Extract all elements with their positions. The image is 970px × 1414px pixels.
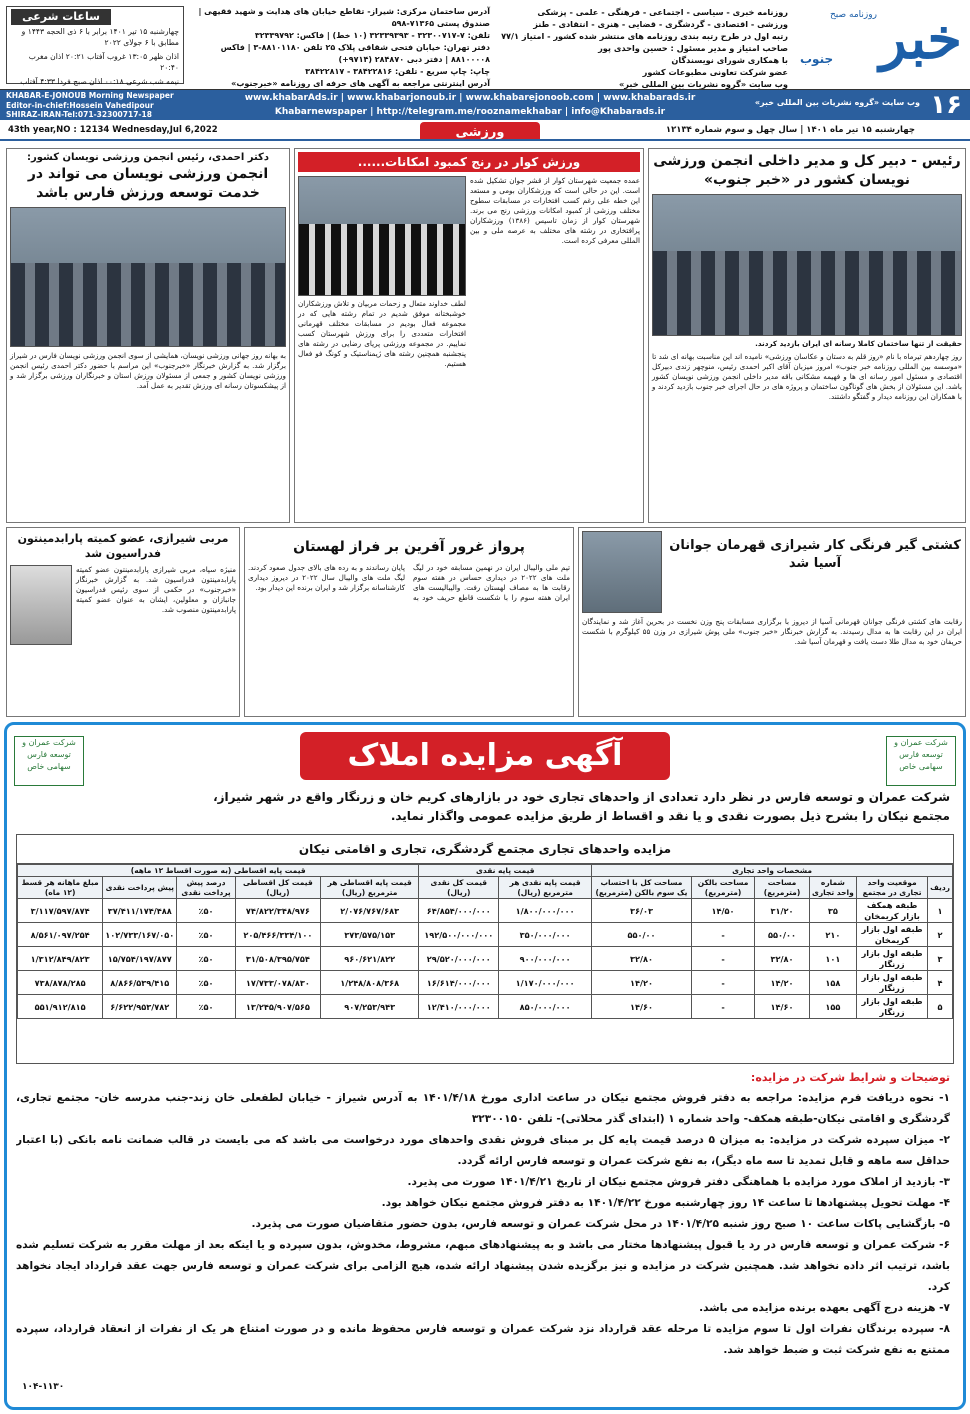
seal-sub: سهامی خاص (899, 762, 943, 771)
table-cell: طبقه اول بازار زرنگار (857, 971, 928, 995)
contact-line: دفتر تهران: خیابان فتحی شقاقی پلاک ۲۵ تلفن ۸۸۱۰۱۱۸۰-۳ | فاکس ۸۸۱۰۰۰۰۸ | دفتر دبی ۲۸۴۸۷۰ (۹۷۱۴+) (220, 43, 490, 64)
table-cell: ۷۳۸/۸۷۸/۲۸۵ (18, 971, 103, 995)
table-cell: ٪۵۰ (177, 971, 236, 995)
article-body: تیم ملی والیبال ایران در نهمین مسابقه خود در لیگ ملت های ۲۰۲۲ در دیداری حساس در هفته سوم رقابت ها به مصاف لهستان رفت. والیبالیست های ایران هفته سوم را با شکست قاطع حریف خود به پایان رساندند و به رده های بالای جدول صعود کردند. لیگ ملت های والیبال سال ۲۰۲۲ در دیروز دیداری کارشناسانه برگزار شد و ایران برنده این دیدار بود. (248, 563, 570, 602)
english-date: 43th year,NO : 12134 Wednesday,Jul 6,2022 (8, 125, 218, 135)
condition-item: ۱- نحوه دریافت فرم مزایده: مراجعه به دفتر فروش مجتمع نیکان در ساعت اداری مورخ ۱۴۰۱/۴/۱۸ به آدرس شیراز - خیابان لطفعلی خان زند-جنب مدرسه خان- مجتمع تجاری، گردشگری و اقامتی نیکان-طبقه همکف- واحد شماره ۱ (ابتدای گذر محلاتی)- تلفن ۳۲۳۰۰۱۵۰ (16, 1092, 950, 1125)
group-header: قیمت پایه نقدی (419, 865, 592, 877)
contact-line: تلفن: ۷-۳۲۳۰۰۷۱۷ - ۳۲۳۳۹۳۹۳ (۱۰ خط) | فاکس: ۳۲۳۳۹۷۹۲ (254, 31, 490, 40)
table-cell: ۴ (928, 971, 953, 995)
date-line: اذان ظهر ۱۳:۰۵ غروب آفتاب ۲۰:۲۱ اذان مغرب ۲۰:۴۰ (28, 52, 179, 72)
auction-table-box (16, 834, 954, 1064)
photo-caption: حقیقت از تنها ساختمان کاملا رسانه ای ایران بازدید کردند. (755, 339, 962, 348)
table-cell: ۱۴/۵۰ (691, 899, 755, 923)
desc-line: رتبه اول در طرح رتبه بندی روزنامه های منتشر شده کشور - امتیاز ۷۷/۱ (501, 31, 788, 41)
desc-line: صاحب امتیاز و مدیر مسئول : حسین واحدی پور (598, 43, 788, 53)
table-cell: ۱۰۲/۷۳۳/۱۶۷/۰۵۰ (103, 923, 177, 947)
logo-tag: روزنامه صبح (830, 10, 877, 20)
condition-item: ۳- بازدید از املاک مورد مزایده با هماهنگی دفتر فروش مجتمع نیکان از تاریخ ۱۴۰۱/۴/۲۱ صورت می پذیرد. (407, 1176, 950, 1188)
article-body: لطف خداوند متعال و زحمات مربیان و تلاش ورزشکاران خوشبختانه موفق شدیم در تمام رشته هایی که در مجموعه فعال بودیم در مسابقات مختلف قهرمانی افتخارات متعددی را برای ورزش شهرستان کسب نماییم. در مجموعه ورزشی پریای رضایی در رشته های پنجشنبه همچنین رشته های ژیمناستیک و کونگ فو فعال هستیم. (298, 299, 466, 368)
table-cell: ۲/۰۷۶/۷۶۷/۶۸۳ (320, 899, 419, 923)
table-cell: ۱۵۵ (809, 995, 856, 1019)
logo-main: خبر (879, 6, 962, 72)
table-cell: ۳۷/۴۱۱/۱۷۴/۴۸۸ (103, 899, 177, 923)
table-cell: طبقه اول بازار کریمخان (857, 923, 928, 947)
persian-date: چهارشنبه ۱۵ تیر ماه ۱۴۰۱ | سال چهل و سوم شماره ۱۲۱۳۴ (665, 125, 915, 135)
article-body: روز چهاردهم تیرماه با نام «روز قلم به دستان و عکاسان ورزشی» نامیده اند این مناسبت بهانه ای شد تا «موسسه بین المللی روزنامه خبر جنوب» امروز میزبان آقای اکبر احمدی رئیس، منوچهر زندی دبیرکل اقتصادی و مسئول امور رسانه ای ها و فهیمه مشکانی باقه مدیر داخلی انجمن ورزشی نویسان کشور باشد. این مسئولان از بخش های گوناگون ساختمان و پروژه های در حال اجرای خبر جنوب بازدید کردند و با همکاران این روزنامه دیدار و گفتگو داشتند. (652, 352, 962, 401)
table-cell: ۳۱/۵۰۸/۳۹۵/۷۵۴ (235, 947, 320, 971)
table-cell: ۳۲/۸۰ (755, 947, 809, 971)
table-cell: ۹۶۰/۶۲۱/۸۲۲ (320, 947, 419, 971)
desc-line: ورزشی - اقتصادی - گردشگری - قضایی - هنری - انتقادی - طنز (533, 19, 788, 29)
table-cell: ۷۴/۸۲۲/۳۴۸/۹۷۶ (235, 899, 320, 923)
table-cell: ۳۵ (809, 899, 856, 923)
article-title: رئیس - دبیر کل و مدیر داخلی انجمن ورزشی نویسان کشور در «خبر جنوب» (653, 153, 961, 188)
table-cell: ۱/۸۰۰/۰۰۰/۰۰۰ (499, 899, 592, 923)
table-cell: ۱/۱۷۰/۰۰۰/۰۰۰ (499, 971, 592, 995)
article-volleyball[interactable] (244, 527, 574, 717)
article-body: به بهانه روز جهانی ورزشی نویسان، همایشی از سوی انجمن ورزشی نویسان فارس در شیراز برگزار شد. به گزارش خبرنگار «خبرجنوب» این مراسم با حضور دکتر احمدی رئیس انجمن ورزشی نویسان کشور و جمعی از مسئولان ورزش استان و خبرنگاران ورزشی برگزار شد و از پیشکسوتان رسانه ای ورزش تقدیر به عمل آمد. (10, 350, 286, 390)
table-cell: ۲۹/۵۲۰/۰۰۰/۰۰۰ (419, 947, 499, 971)
column-header: درصد پیش پرداخت نقدی (177, 877, 236, 899)
column-header: مبلغ ماهانه هر قسط (۱۲ ماه) (18, 877, 103, 899)
column-header: مساحت کل با احتساب یک سوم بالکن (مترمربع) (592, 877, 692, 899)
table-cell: ۱۲/۴۱۰/۰۰۰/۰۰۰ (419, 995, 499, 1019)
table-cell: ۱۵/۷۵۴/۱۹۷/۸۷۷ (103, 947, 177, 971)
table-cell: ٪۵۰ (177, 995, 236, 1019)
table-row (18, 923, 953, 947)
conditions-title: توضیحات و شرایط شرکت در مزایده: (750, 1071, 950, 1084)
company-seal-left (14, 736, 84, 786)
article-body: عمده جمعیت شهرستان کوار از قشر جوان تشکیل شده است. این در حالی است که ورزشکاران بومی و مستعد این خطه علی رغم کسب افتخارات در مسابقات سطوح مختلف ورزشی از کمبود امکانات ورزشی رنج می برند. شهرستان کوار از زمان تاسیس (۱۳۸۶) ورزشکاران پرافتخاری در رشته های مختلف به عرصه ملی و بین المللی معرفی کرده است. (470, 176, 640, 245)
article-title: پرواز غرور آفرین بر فراز لهستان (293, 539, 525, 555)
date-box-title: ساعات شرعی (11, 9, 111, 25)
article-wrestler[interactable] (578, 527, 966, 717)
table-cell: ۳۷۳/۵۷۵/۱۵۳ (320, 923, 419, 947)
wrestler-photo (582, 531, 662, 613)
article-kavar[interactable] (294, 148, 644, 523)
table-cell: طبقه همکف بازار کریمخان (857, 899, 928, 923)
table-cell: ۸۵۰/۰۰۰/۰۰۰ (499, 995, 592, 1019)
auction-intro (20, 788, 950, 826)
contact-line: آدرس اینترنتی مراجعه به آگهی های حرفه ای روزنامه «خبرجنوب» (231, 79, 490, 88)
table-cell: ۳/۱۱۷/۵۹۷/۸۷۴ (18, 899, 103, 923)
en-line: KHABAR-E-JONOUB Morning Newspaper (6, 91, 174, 100)
table-cell: ۱۶/۶۱۴/۰۰۰/۰۰۰ (419, 971, 499, 995)
condition-item: ۵- بازگشایی پاکات ساعت ۱۰ صبح روز شنبه ۱۴۰۱/۴/۲۵ در محل شرکت عمران و توسعه فارس، بدون حضور متقاضیان صورت می پذیرد. (251, 1218, 950, 1230)
table-row (18, 947, 953, 971)
table-cell: - (691, 995, 755, 1019)
logo-sub: جنوب (800, 52, 834, 66)
condition-item: ۸- سپرده برندگان نفرات اول تا سوم مزایده تا مرحله عقد قرارداد نزد شرکت عمران و توسعه فارس محفوظ مانده و در صورت امتناع هر یک از نفرات از انعقاد قرارداد، سپرده ممتنع به نفع شرکت ثبت و ضبط خواهد شد. (16, 1323, 950, 1356)
masthead (0, 0, 970, 90)
article-body: منیژه سپاه، مربی شیرازی پارابدمینتون عضو کمیته پارابدمینتون فدراسیون شد. به گزارش خبرنگار «خبرجنوب» در حکمی از سوی رئیس فدراسیون جانبازان و معلولین، ایشان به عنوان عضو کمیته پارابدمینتون منصوب شد. (76, 565, 236, 614)
table-cell: ۱/۳۱۲/۸۴۹/۸۲۳ (18, 947, 103, 971)
article-title: مربی شیرازی، عضو کمیته پارابدمینتون فدراسیون شد (17, 532, 229, 560)
table-cell: ۳۵۰/۰۰۰/۰۰۰ (499, 923, 592, 947)
column-header: قیمت کل اقساطی (ریال) (235, 877, 320, 899)
group-header: مشخصات واحد تجاری (592, 865, 953, 877)
table-cell: ۹۰۰/۰۰۰/۰۰۰ (499, 947, 592, 971)
column-header: مساحت (مترمربع) (755, 877, 809, 899)
contact-info (185, 6, 490, 90)
column-header: موقعیت واحد تجاری در مجتمع (857, 877, 928, 899)
auction-table (17, 864, 953, 1019)
table-cell: ۱۴/۲۰ (592, 971, 692, 995)
table-cell: ۶۴/۸۵۴/۰۰۰/۰۰۰ (419, 899, 499, 923)
date-line: چهارشنبه ۱۵ تیر ۱۴۰۱ برابر با ۶ ذی الحجه ۱۴۴۳ و مطابق با ۶ جولای ۲۰۲۲ (21, 27, 179, 47)
desc-line: وب سایت «گروه نشریات بین المللی خبر» (619, 79, 788, 89)
table-cell: - (691, 971, 755, 995)
column-header: قیمت پایه نقدی هر مترمربع (ریال) (499, 877, 592, 899)
table-cell: ۱۴/۶۰ (755, 995, 809, 1019)
column-header: پیش پرداخت نقدی (103, 877, 177, 899)
desc-line: با همکاری شورای نویسندگان (671, 55, 788, 65)
links-line[interactable]: Khabarnewspaper | http://telegram.me/rooznamekhabar | info@Khabarads.ir (274, 107, 666, 117)
table-cell: ۸/۵۶۱/۰۹۷/۲۵۴ (18, 923, 103, 947)
table-cell: ۱۴/۲۰ (755, 971, 809, 995)
table-cell: ۱۵۸ (809, 971, 856, 995)
table-row (18, 995, 953, 1019)
en-line: Editor-in-chief:Hossein Vahedipour (6, 100, 154, 110)
table-cell: ۱۹۲/۵۰۰/۰۰۰/۰۰۰ (419, 923, 499, 947)
contact-line: چاپ: چاپ سریع - تلفن: ۳۸۴۲۲۸۱۶ - ۳۸۴۲۲۸۱۷ (305, 67, 490, 76)
group-header: قیمت پایه اقساطی (به صورت اقساط ۱۲ ماهه) (18, 865, 419, 877)
table-cell: ۵۵۱/۹۱۲/۸۱۵ (18, 995, 103, 1019)
article-title: انجمن ورزشی نویسان می تواند در خدمت توسعه ورزش فارس باشد (27, 165, 269, 201)
column-header: مساحت بالکن (مترمربع) (691, 877, 755, 899)
page-number: ۱۶ (930, 90, 962, 120)
ad-code: ۱۰۴-۱۱۳۰ (22, 1382, 65, 1392)
article-title: ورزش کوار در رنج کمبود امکانات...... (298, 152, 640, 172)
table-cell: ۶/۶۲۲/۹۵۳/۷۸۲ (103, 995, 177, 1019)
table-cell: ۳ (928, 947, 953, 971)
table-cell: ۵۵۰/۰۰ (592, 923, 692, 947)
company-seal-right (886, 736, 956, 786)
auction-conditions (16, 1068, 950, 1361)
seal-sub: سهامی خاص (27, 762, 71, 771)
table-cell: ٪۵۰ (177, 899, 236, 923)
column-header: قیمت پایه اقساطی هر مترمربع (ریال) (320, 877, 419, 899)
column-header: قیمت کل نقدی (ریال) (419, 877, 499, 899)
table-cell: ۹۰۷/۲۵۳/۹۴۳ (320, 995, 419, 1019)
column-header: شماره واحد تجاری (809, 877, 856, 899)
blue-info-bar (0, 90, 970, 120)
web-links[interactable] (200, 91, 740, 119)
newspaper-logo[interactable] (794, 4, 966, 86)
table-cell: ۱۷/۷۳۳/۰۷۸/۸۳۰ (235, 971, 320, 995)
table-row (18, 899, 953, 923)
english-masthead (6, 91, 174, 120)
article-visit[interactable] (648, 148, 966, 523)
table-cell: ۱/۲۴۸/۸۰۸/۳۶۸ (320, 971, 419, 995)
paper-description (498, 6, 788, 90)
table-title: مزایده واحدهای تجاری مجتمع گردشگری، تجاری و اقامتی نیکان (17, 835, 953, 864)
desc-line: عضو شرکت تعاونی مطبوعات کشور (642, 67, 788, 77)
table-cell: - (691, 923, 755, 947)
condition-item: ۴- مهلت تحویل پیشنهادها تا ساعت ۱۴ روز چهارشنبه مورخ ۱۴۰۱/۴/۲۲ به دفتر فروش مجتمع نیکان خواهد بود. (381, 1197, 950, 1209)
auction-ad-title: آگهی مزایده املاک (300, 732, 670, 780)
article-association[interactable] (6, 148, 290, 523)
issue-dateline (0, 121, 970, 141)
table-cell: ۳۲/۸۰ (592, 947, 692, 971)
table-cell: طبقه اول بازار زرنگار (857, 995, 928, 1019)
date-line: نیمه شب شرعی ۰۰:۱۸ اذان صبح فردا ۴:۳۳ آفتاب (20, 77, 179, 86)
intro-line: شرکت عمران و توسعه فارس در نظر دارد تعدادی از واحدهای تجاری خود در بازارهای کریم خان و زرنگار واقع در شهر شیراز، (213, 790, 950, 804)
table-cell: ۵۵۰/۰۰ (755, 923, 809, 947)
article-title: کشتی گیر فرنگی کار شیرازی قهرمان جوانان آسیا شد (669, 538, 961, 571)
table-cell: ۸/۸۶۶/۵۳۹/۴۱۵ (103, 971, 177, 995)
article-photo (10, 207, 286, 347)
contact-line: آدرس ساختمان مرکزی: شیراز- تقاطع خیابان های هدایت و شهید فقیهی | صندوق پستی ۷۱۳۶۵-۵۹۸ (198, 7, 490, 28)
table-cell: ۲۱۰ (809, 923, 856, 947)
table-cell: ۵ (928, 995, 953, 1019)
condition-item: ۶- شرکت عمران و توسعه فارس در رد یا قبول پیشنهادها مختار می باشد و به پیشنهادهای مبهم، مشروط، مخدوش، بدون سپرده و یا اینکه بعد از مهلت مقرر به شرکت تسلیم شده باشد، ترتیب اثر داده نخواهد شد. همچنین شرکت در مزایده و نیز برگزیده شدن پیشنهاد ارائه شده، هیچ الزامی برای شرکت عمران و توسعه فارس جهت عقد قرارداد ایجاد نخواهد کرد. (16, 1239, 950, 1293)
section-badge[interactable]: ورزشی (420, 122, 540, 141)
table-cell: طبقه اول بازار زرنگار (857, 947, 928, 971)
table-cell: ۲ (928, 923, 953, 947)
table-cell: ۱ (928, 899, 953, 923)
table-cell: ۱۰۱ (809, 947, 856, 971)
seal-text: شرکت عمران و توسعه فارس (22, 738, 76, 759)
article-photo (298, 176, 466, 296)
en-line: SHIRAZ-IRAN-Tel:071-32300717-18 (6, 110, 152, 119)
desc-line: روزنامه خبری - سیاسی - اجتماعی - فرهنگی - علمی - پزشکی (537, 7, 788, 17)
intro-line: مجتمع نیکان را بشرح ذیل بصورت نقدی و یا نقد و اقساط از طریق مزایده عمومی واگذار نماید. (390, 809, 950, 823)
website-label: وب سایت «گروه نشریات بین المللی خبر» (754, 98, 920, 107)
condition-item: ۲- میزان سپرده شرکت در مزایده: به میزان ۵ درصد قیمت پایه کل بر مبنای فروش نقدی واحدهای مورد درخواست می باشد که می بایست در قالب ضمانت نامه بانکی (با اعتبار حداقل سه ماهه و قابل تمدید تا سه ماه دیگر)، به نفع شرکت عمران و توسعه فارس ارائه گردد. (16, 1134, 950, 1167)
table-cell: ۳۶/۰۳ (592, 899, 692, 923)
table-cell: ۱۳/۲۴۵/۹۰۷/۵۶۵ (235, 995, 320, 1019)
article-photo (652, 194, 962, 336)
table-cell: ٪۵۰ (177, 923, 236, 947)
column-header: ردیف (928, 877, 953, 899)
table-cell: ۳۱/۲۰ (755, 899, 809, 923)
coach-photo (10, 565, 72, 645)
table-cell: - (691, 947, 755, 971)
article-kicker: دکتر احمدی، رئیس انجمن ورزشی نویسان کشور: (27, 152, 269, 163)
table-cell: ۲۰۵/۴۶۶/۳۳۴/۱۰۰ (235, 923, 320, 947)
religious-times-box (6, 6, 184, 84)
links-line[interactable]: www.khabarAds.ir | www.khabarjonoub.ir | www.khabarejonoob.com | www.khabarads.ir (244, 93, 696, 103)
table-cell: ۱۴/۶۰ (592, 995, 692, 1019)
table-cell: ٪۵۰ (177, 947, 236, 971)
seal-text: شرکت عمران و توسعه فارس (894, 738, 948, 759)
article-body: رقابت های کشتی فرنگی جوانان قهرمانی آسیا از دیروز با برگزاری مسابقات پنج وزن نخست در بحرین آغاز شد و نمایندگان ایران در این رقابت ها به مدال رسیدند. به گزارش خبرنگار «خبر جنوب» ملی پوش شیرازی در وزن ۵۵ کیلوگرم با شکست حریفان خود به مدال طلا دست یافت و قهرمان آسیا شد. (582, 617, 962, 646)
article-coach[interactable] (6, 527, 240, 717)
table-row (18, 971, 953, 995)
condition-item: ۷- هزینه درج آگهی بعهده برنده مزایده می باشد. (699, 1302, 950, 1314)
